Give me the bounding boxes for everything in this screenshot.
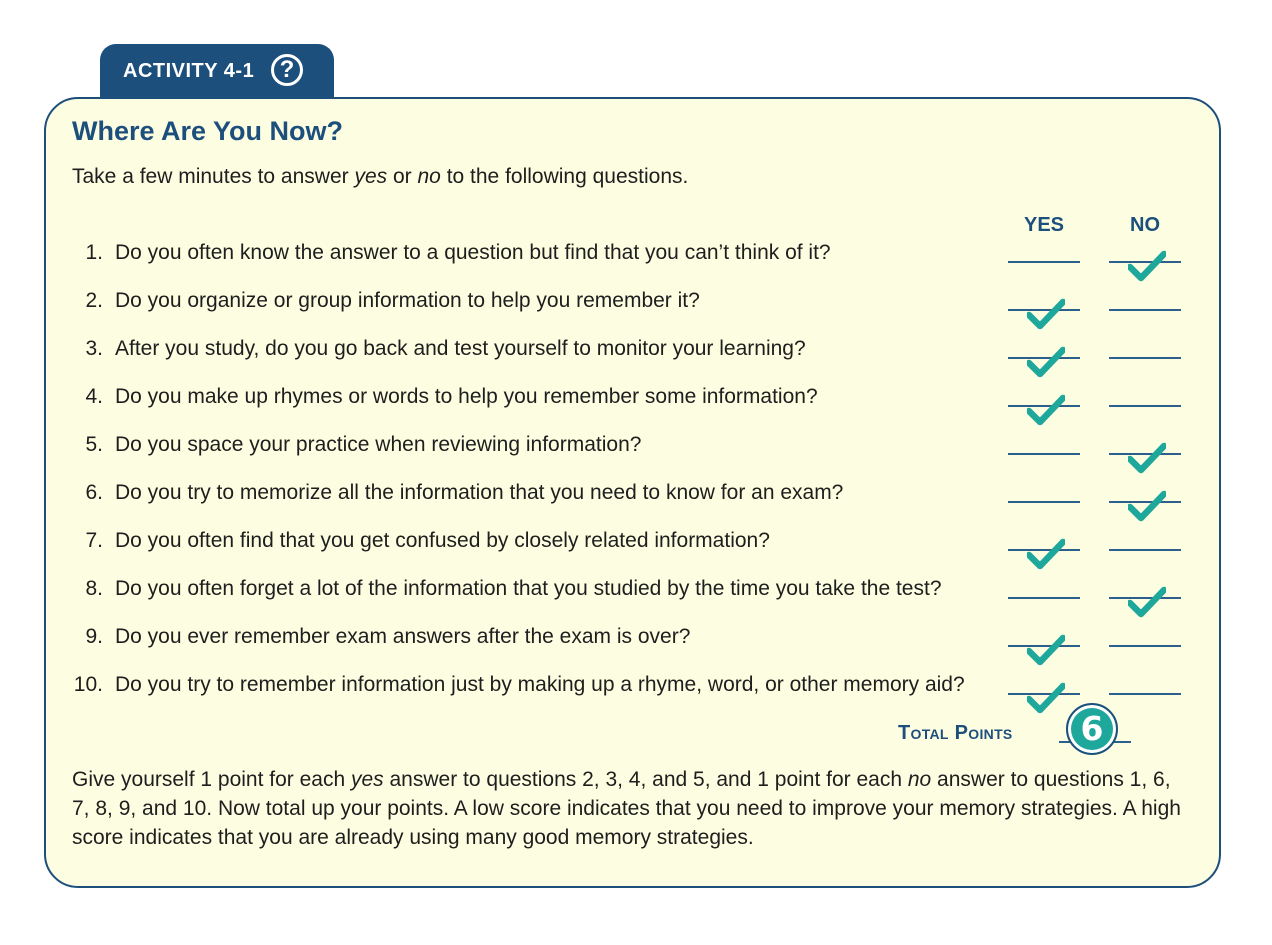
question-text: Do you often forget a lot of the information that you studied by the time you take the test? [115,577,942,600]
no-answer-blank[interactable] [1109,693,1181,695]
activity-label: ACTIVITY 4-1 [123,60,255,82]
question-number: 10. [73,673,103,696]
question-row [0,433,1272,481]
question-number: 9. [85,625,103,648]
question-text: Do you organize or group information to help you remember it? [115,289,700,312]
question-text: Do you often find that you get confused by closely related information? [115,529,770,552]
checkmark-icon [1128,442,1166,474]
no-answer-blank[interactable] [1109,597,1181,599]
no-answer-blank[interactable] [1109,453,1181,455]
yes-answer-blank[interactable] [1008,693,1080,695]
yes-answer-blank[interactable] [1008,261,1080,263]
question-number: 3. [85,337,103,360]
question-text: After you study, do you go back and test yourself to monitor your learning? [115,337,806,360]
no-answer-blank[interactable] [1109,645,1181,647]
no-answer-blank[interactable] [1109,357,1181,359]
intro-text: Take a few minutes to answer yes or no to the following questions. [72,165,689,188]
question-number: 5. [85,433,103,456]
question-text: Do you often know the answer to a question but find that you can’t think of it? [115,241,831,264]
yes-answer-blank[interactable] [1008,309,1080,311]
no-column-header: NO [1130,214,1160,236]
question-row [0,577,1272,625]
checkmark-icon [1128,250,1166,282]
question-row [0,241,1272,289]
no-answer-blank[interactable] [1109,405,1181,407]
question-row [0,481,1272,529]
question-number: 6. [85,481,103,504]
yes-answer-blank[interactable] [1008,597,1080,599]
question-text: Do you make up rhymes or words to help you remember some information? [115,385,818,408]
checkmark-icon [1027,682,1065,714]
question-number: 4. [85,385,103,408]
page-title: Where Are You Now? [72,116,344,146]
question-text: Do you ever remember exam answers after the exam is over? [115,625,691,648]
question-row [0,337,1272,385]
question-row [0,529,1272,577]
question-circle-icon[interactable]: ? [271,54,303,86]
no-answer-blank[interactable] [1109,549,1181,551]
question-number: 7. [85,529,103,552]
yes-answer-blank[interactable] [1008,453,1080,455]
checkmark-icon [1027,346,1065,378]
no-answer-blank[interactable] [1109,501,1181,503]
no-answer-blank[interactable] [1109,309,1181,311]
question-row [0,625,1272,673]
total-points-value: 6 [1066,703,1118,755]
question-number: 2. [85,289,103,312]
checkmark-icon [1128,490,1166,522]
checkmark-icon [1128,586,1166,618]
yes-answer-blank[interactable] [1008,357,1080,359]
question-row [0,385,1272,433]
no-answer-blank[interactable] [1109,261,1181,263]
checkmark-icon [1027,394,1065,426]
question-number: 8. [85,577,103,600]
question-row [0,289,1272,337]
yes-answer-blank[interactable] [1008,549,1080,551]
question-number: 1. [85,241,103,264]
yes-answer-blank[interactable] [1008,645,1080,647]
yes-answer-blank[interactable] [1008,501,1080,503]
yes-answer-blank[interactable] [1008,405,1080,407]
question-text: Do you try to remember information just by making up a rhyme, word, or other memory aid? [115,673,965,696]
question-text: Do you space your practice when reviewing information? [115,433,642,456]
total-points-label: Total Points [898,722,1013,744]
question-text: Do you try to memorize all the information that you need to know for an exam? [115,481,844,504]
yes-column-header: YES [1023,214,1065,236]
checkmark-icon [1027,538,1065,570]
checkmark-icon [1027,298,1065,330]
checkmark-icon [1027,634,1065,666]
scoring-instructions: Give yourself 1 point for each yes answer to questions 2, 3, 4, and 5, and 1 point for each no answer to questions 1, 6, 7, 8, 9, and 10. Now total up your points. A low score indicates that you need to improve your memory strategies. A high score indicates that you are already using many good memory strategies. [72,768,1181,849]
